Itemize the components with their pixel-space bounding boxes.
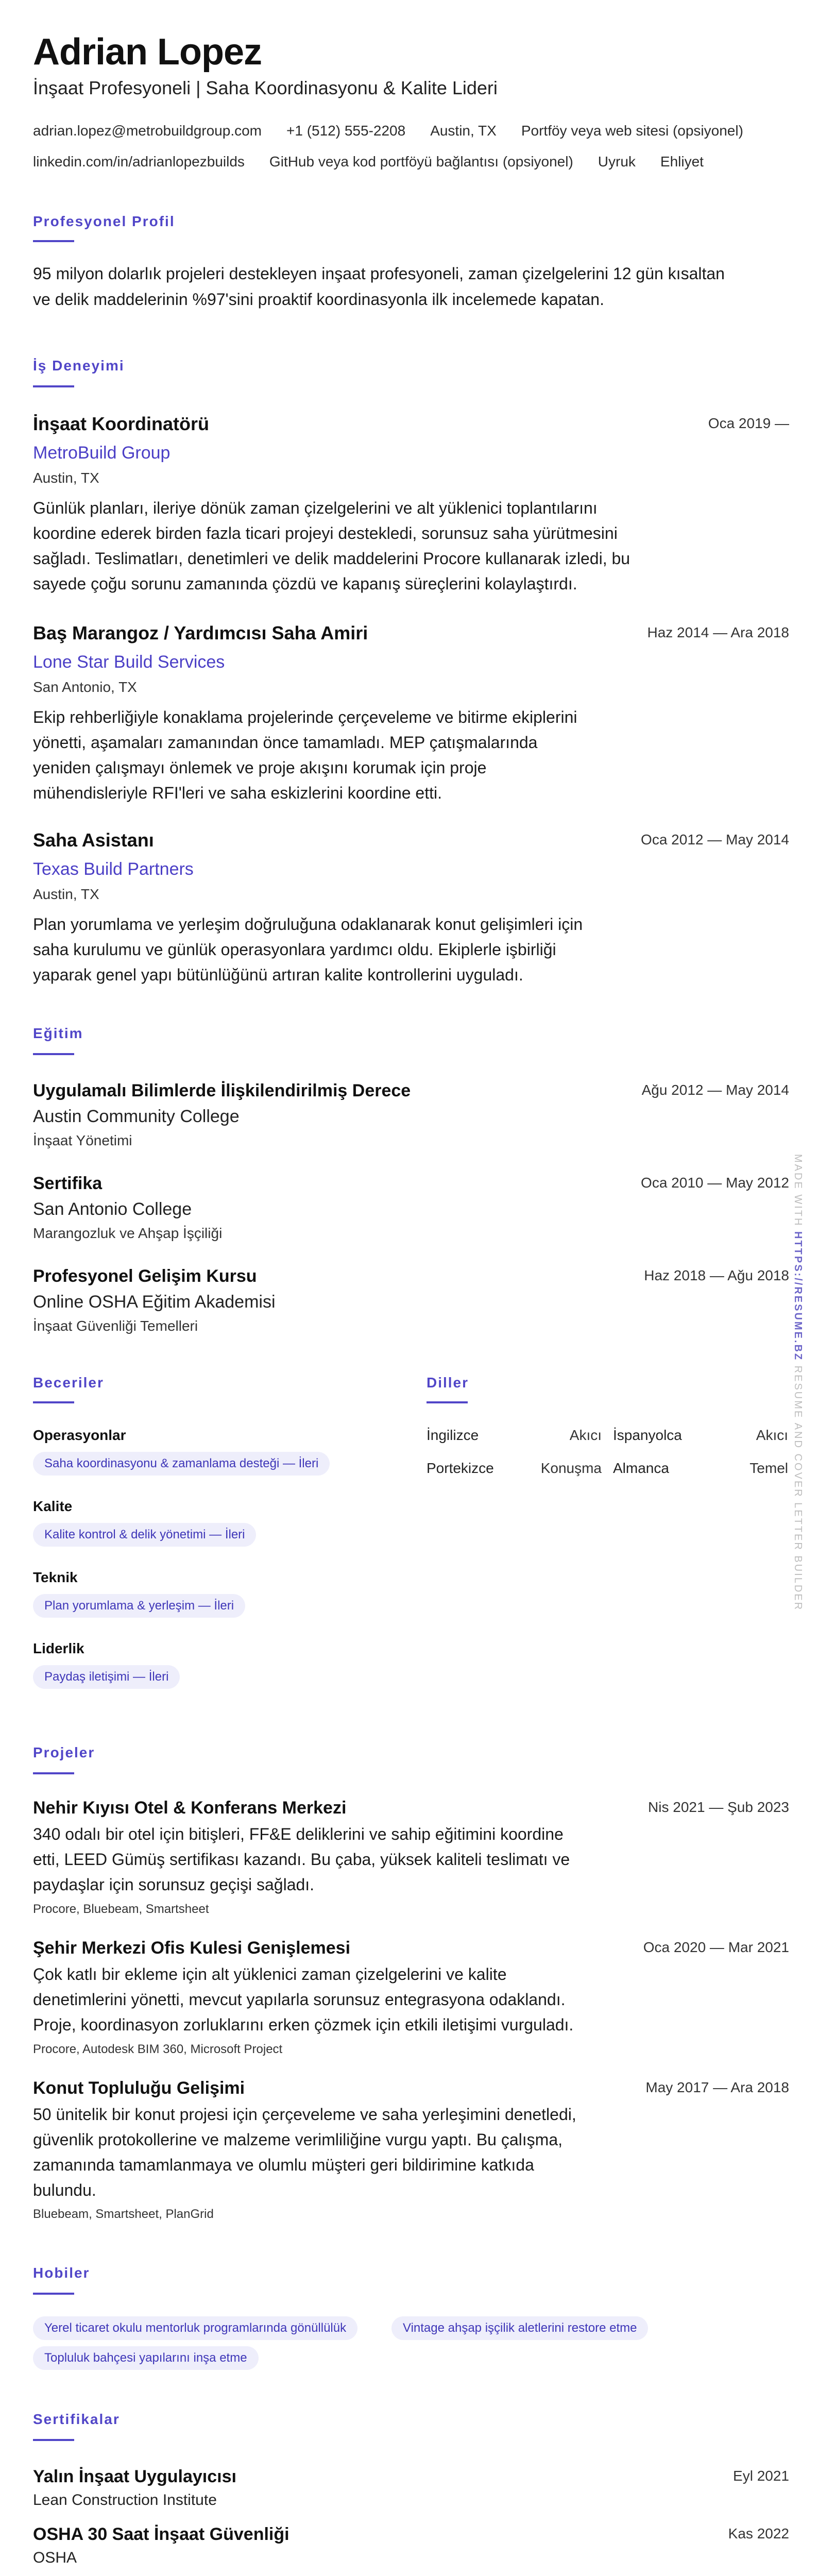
job-description-line: mühendisleriyle RFI'leri ve saha eskizlerini koordine etti. (33, 784, 442, 802)
watermark-link[interactable]: HTTPS://RESUME.BZ (792, 1231, 804, 1362)
section-rule (33, 1772, 74, 1774)
job-location: San Antonio, TX (33, 679, 137, 695)
section-rule (427, 1401, 468, 1403)
contact-portfolio[interactable]: Portföy veya web sitesi (opsiyonel) (521, 123, 743, 139)
education-date: Oca 2010 — May 2012 (641, 1175, 789, 1191)
job-description-line: koordine ederek birden fazla ticari projeyi destekledi, sorunsuz saha yürütmesini (33, 524, 618, 543)
hobby-pill: Topluluk bahçesi yapılarını inşa etme (33, 2346, 259, 2370)
job-title: Saha Asistanı (33, 829, 154, 851)
contact-location: Austin, TX (430, 123, 497, 139)
project-description-line: Proje, koordinasyon zorluklarını erken çözmek için etkili iletişimi vurguladı. (33, 2015, 574, 2034)
section-heading-education: Eğitim (33, 1025, 83, 1041)
education-field: Marangozluk ve Ahşap İşçiliği (33, 1225, 223, 1241)
section-rule (33, 2439, 74, 2441)
job-description-line: yönetti, aşamaları zamanından önce tamamladı. MEP çatışmalarında (33, 733, 538, 752)
section-rule (33, 240, 74, 242)
contact-linkedin[interactable]: linkedin.com/in/adrianlopezbuilds (33, 154, 245, 170)
skill-category: Operasyonlar (33, 1427, 126, 1443)
section-rule (33, 1401, 74, 1403)
education-school: Austin Community College (33, 1107, 240, 1126)
certification-org: OSHA (33, 2549, 77, 2566)
education-degree: Profesyonel Gelişim Kursu (33, 1266, 257, 1286)
education-school: Online OSHA Eğitim Akademisi (33, 1292, 276, 1312)
education-degree: Sertifika (33, 1174, 103, 1193)
profile-line: ve delik maddelerinin %97'sini proaktif koordinasyonla ilk incelemede kapatan. (33, 290, 604, 309)
job-description-line: yaparak genel yapı bütünlüğünü artıran kalite kontrollerini uyguladı. (33, 965, 523, 984)
project-description (33, 1822, 625, 1897)
contact-github[interactable]: GitHub veya kod portföyü bağlantısı (opsiyonel) (269, 154, 573, 170)
education-degree: Uygulamalı Bilimlerde İlişkilendirilmiş Derece (33, 1081, 411, 1100)
section-rule (33, 2293, 74, 2295)
skill-category: Kalite (33, 1498, 73, 1514)
section-rule (33, 1053, 74, 1055)
project-title: Nehir Kıyısı Otel & Konferans Merkezi (33, 1798, 347, 1818)
language-name: Portekizce (427, 1460, 494, 1476)
project-description-line: 340 odalı bir otel için bitişleri, FF&E deliklerini ve sahip eğitimini koordine (33, 1825, 564, 1843)
skill-pill: Paydaş iletişimi — İleri (33, 1665, 180, 1689)
job-description-line: sayede çoğu sorunu zamanında çözdü ve kapanış süreçlerini kolaylaştırdı. (33, 574, 577, 593)
language-level: Akıcı (756, 1427, 788, 1443)
section-heading-skills: Beceriler (33, 1375, 104, 1391)
builder-watermark (792, 1154, 804, 1611)
education-date: Ağu 2012 — May 2014 (641, 1082, 789, 1098)
project-description (33, 2102, 625, 2203)
job-company: Texas Build Partners (33, 859, 194, 879)
education-field: İnşaat Yönetimi (33, 1132, 132, 1148)
job-description (33, 496, 672, 597)
job-location: Austin, TX (33, 470, 99, 486)
language-level: Akıcı (569, 1427, 602, 1443)
project-description-line: denetimlerini yönetti, mevcut yapılarla sorunsuz entegrasyona odaklandı. (33, 1990, 566, 2009)
language-item (427, 1427, 602, 1444)
contact-license: Ehliyet (660, 154, 704, 170)
job-date: Haz 2014 — Ara 2018 (647, 624, 789, 640)
project-date: Oca 2020 — Mar 2021 (643, 1939, 789, 1955)
project-title: Şehir Merkezi Ofis Kulesi Genişlemesi (33, 1938, 351, 1958)
contact-phone[interactable]: +1 (512) 555-2208 (286, 123, 406, 139)
section-heading-languages: Diller (427, 1375, 469, 1391)
project-description-line: 50 ünitelik bir konut projesi için çerçeveleme ve saha yerleşimini denetledi, (33, 2105, 576, 2124)
skill-pill: Plan yorumlama & yerleşim — İleri (33, 1594, 245, 1618)
hobby-pill: Yerel ticaret okulu mentorluk programlarında gönüllülük (33, 2316, 357, 2340)
candidate-name: Adrian Lopez (33, 31, 262, 73)
project-description-line: etti, LEED Gümüş sertifikası kazandı. Bu çaba, yüksek kaliteli teslimatı ve (33, 1850, 570, 1869)
language-item (613, 1427, 788, 1444)
project-title: Konut Topluluğu Gelişimi (33, 2078, 245, 2098)
language-name: İngilizce (427, 1427, 479, 1443)
job-description-line: Günlük planları, ileriye dönük zaman çizelgelerini ve alt yüklenici toplantılarını (33, 499, 598, 517)
skill-category: Teknik (33, 1569, 78, 1585)
project-description-line: bulundu. (33, 2181, 96, 2199)
project-description-line: güvenlik protokollerine ve malzeme verimliliğine vurgu yaptı. Bu çalışma, (33, 2130, 563, 2149)
contact-email[interactable]: adrian.lopez@metrobuildgroup.com (33, 123, 262, 139)
contact-nationality: Uyruk (598, 154, 636, 170)
section-heading-projects: Projeler (33, 1744, 95, 1760)
language-name: Almanca (613, 1460, 669, 1476)
hobby-pill: Vintage ahşap işçilik aletlerini restore etme (391, 2316, 648, 2340)
candidate-title: İnşaat Profesyoneli | Saha Koordinasyonu & Kalite Lideri (33, 77, 498, 98)
project-date: May 2017 — Ara 2018 (645, 2079, 789, 2095)
job-description-line: Plan yorumlama ve yerleşim doğruluğuna odaklanarak konut gelişimleri için (33, 915, 583, 934)
job-location: Austin, TX (33, 886, 99, 902)
project-description-line: Çok katlı bir ekleme için alt yüklenici zaman çizelgelerini ve kalite (33, 1965, 507, 1984)
section-heading-hobbies: Hobiler (33, 2265, 90, 2281)
contact-line-1 (33, 123, 768, 139)
skill-category: Liderlik (33, 1640, 84, 1656)
project-description (33, 1962, 625, 2038)
skill-pill: Saha koordinasyonu & zamanlama desteği — İleri (33, 1452, 330, 1476)
education-date: Haz 2018 — Ağu 2018 (644, 1267, 789, 1283)
certification-title: Yalın İnşaat Uygulayıcısı (33, 2467, 236, 2486)
job-description-line: yeniden çalışmayı önlemek ve proje akışını korumak için proje (33, 758, 487, 777)
certification-org: Lean Construction Institute (33, 2492, 217, 2509)
job-title: İnşaat Koordinatörü (33, 413, 210, 434)
job-description (33, 705, 672, 806)
job-company: MetroBuild Group (33, 443, 171, 463)
project-tools: Procore, Autodesk BIM 360, Microsoft Project (33, 2042, 283, 2056)
certification-title: OSHA 30 Saat İnşaat Güvenliği (33, 2524, 289, 2544)
profile-summary (33, 261, 725, 312)
project-date: Nis 2021 — Şub 2023 (648, 1799, 789, 1815)
project-description-line: paydaşlar için sorunsuz geçişi sağladı. (33, 1875, 315, 1894)
section-heading-certifications: Sertifikalar (33, 2411, 120, 2427)
language-name: İspanyolca (613, 1427, 682, 1443)
contact-line-2 (33, 154, 728, 170)
section-heading-profile: Profesyonel Profil (33, 213, 175, 229)
job-description (33, 912, 672, 988)
watermark-prefix: MADE WITH (792, 1154, 804, 1231)
language-item (427, 1460, 602, 1477)
job-company: Lone Star Build Services (33, 652, 225, 672)
certification-date: Eyl 2021 (733, 2468, 789, 2484)
job-title: Baş Marangoz / Yardımcısı Saha Amiri (33, 622, 368, 643)
profile-line: 95 milyon dolarlık projeleri destekleyen inşaat profesyoneli, zaman çizelgelerini 12 gün kısaltan (33, 264, 725, 283)
section-heading-experience: İş Deneyimi (33, 358, 125, 374)
watermark-suffix: RESUME AND COVER LETTER BUILDER (792, 1361, 804, 1612)
project-tools: Procore, Bluebeam, Smartsheet (33, 1902, 209, 1916)
project-tools: Bluebeam, Smartsheet, PlanGrid (33, 2207, 214, 2221)
skill-pill: Kalite kontrol & delik yönetimi — İleri (33, 1523, 256, 1547)
section-rule (33, 385, 74, 387)
education-field: İnşaat Güvenliği Temelleri (33, 1318, 198, 1334)
job-description-line: Ekip rehberliğiyle konaklama projelerinde çerçeveleme ve bitirme ekiplerini (33, 708, 577, 726)
job-description-line: saha kurulumu ve günlük operasyonlara yardımcı oldu. Ekiplerle işbirliği (33, 940, 556, 959)
project-description-line: zamanında tamamlanmaya ve olumlu müşteri geri bildirimine katkıda (33, 2156, 534, 2174)
job-description-line: sağladı. Teslimatları, denetimleri ve delik maddelerini Procore kullanarak izledi, bu (33, 549, 630, 568)
language-level: Konuşma (540, 1460, 602, 1476)
education-school: San Antonio College (33, 1199, 192, 1219)
language-level: Temel (749, 1460, 788, 1476)
certification-date: Kas 2022 (728, 2526, 789, 2541)
job-date: Oca 2019 — (708, 415, 789, 431)
job-date: Oca 2012 — May 2014 (641, 832, 789, 848)
language-item (613, 1460, 788, 1477)
